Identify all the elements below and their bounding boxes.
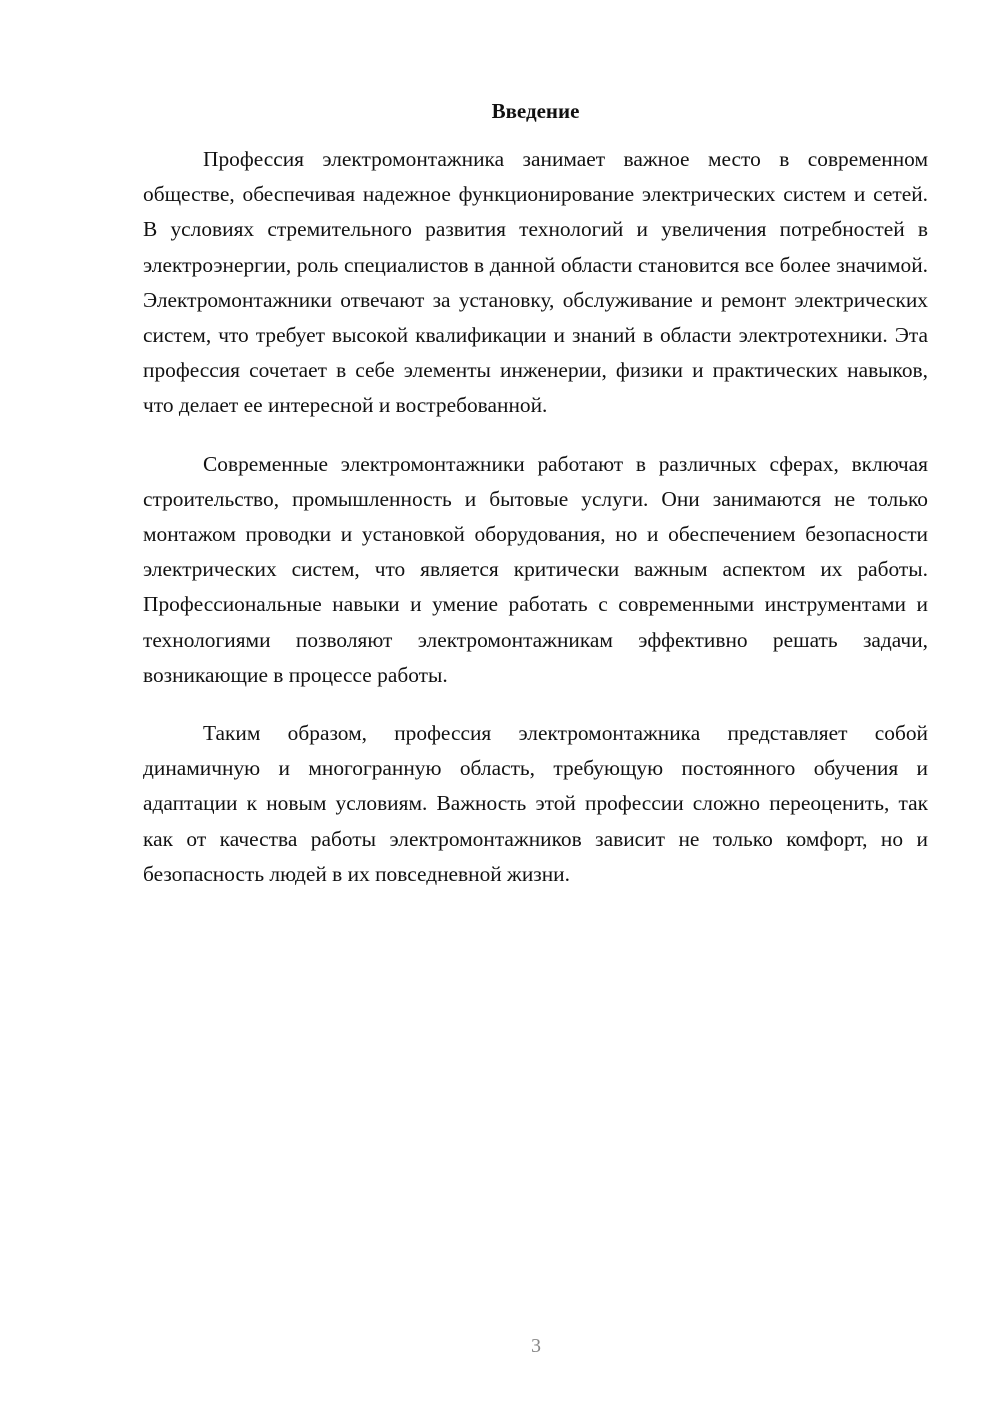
paragraph-2: Современные электромонтажники работают в различных сферах, включая строительство, промышленность и бытовые услуги. Они занимаются не только монтажом проводки и установкой оборудования, но и обеспечением безопасности электрических систем, что является критически важным аспектом их работы. Профессиональные навыки и умение работать с современными инструментами и технологиями позволяют электромонтажникам эффективно решать задачи, возникающие в процессе работы. [143,451,928,687]
paragraph-3: Таким образом, профессия электромонтажника представляет собой динамичную и многогранную область, требующую постоянного обучения и адаптации к новым условиям. Важность этой профессии сложно переоценить, так как от качества работы электромонтажников зависит не только комфорт, но и безопасность людей в их повседневной жизни. [143,721,928,886]
document-body [143,142,928,915]
section-title: Введение [491,99,580,123]
page-number: 3 [531,1335,541,1357]
paragraph-1: Профессия электромонтажника занимает важное место в современном обществе, обеспечивая надежное функционирование электрических систем и сетей. В условиях стремительного развития технологий и увеличения потребностей в электроэнергии, роль специалистов в данной области становится все более значимой. Электромонтажники отвечают за установку, обслуживание и ремонт электрических систем, что требует высокой квалификации и знаний в области электротехники. Эта профессия сочетает в себе элементы инженерии, физики и практических навыков, что делает ее интересной и востребованной. [143,147,928,418]
